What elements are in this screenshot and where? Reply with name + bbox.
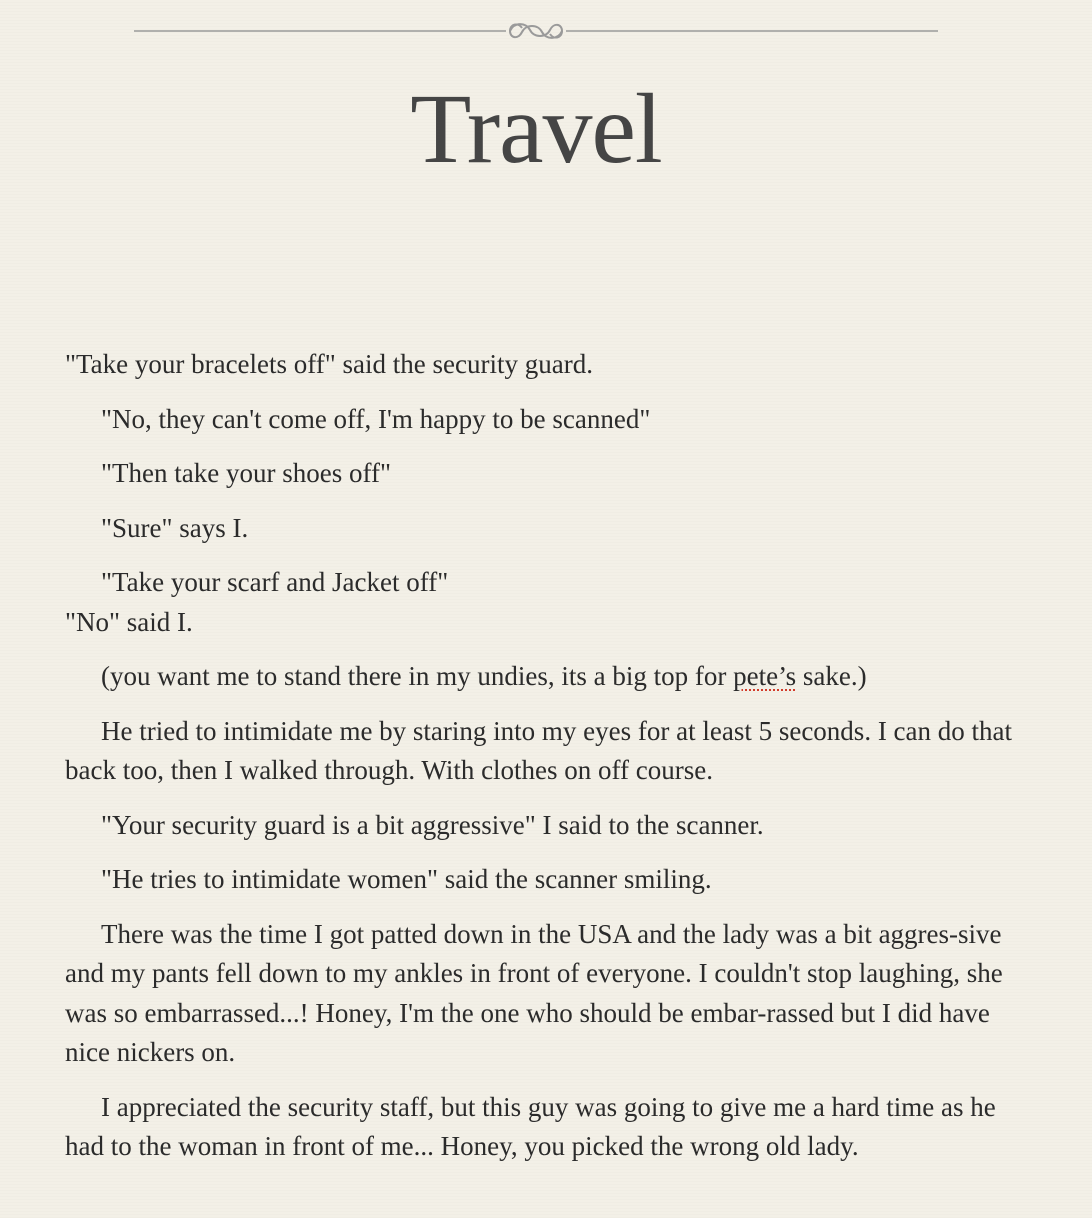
paragraph: "He tries to intimidate women" said the scanner smiling. (101, 864, 712, 894)
paragraph: "Take your bracelets off" said the security guard. (65, 349, 593, 379)
paragraph-text: sake.) (796, 661, 867, 691)
flourish-divider-icon (134, 18, 938, 44)
paragraph: I appreciated the security staff, but this guy was going to give me a hard time as he had to the woman in front of me... Honey, you picked the wrong old lady. (65, 1091, 996, 1161)
paragraph: "Sure" says I. (101, 512, 249, 543)
misspelled-word[interactable]: pete’s (733, 661, 797, 691)
paragraph: "Take your scarf and Jacket off" (101, 567, 449, 597)
paragraph: He tried to intimidate me by staring into my eyes for at least 5 seconds. I can do that back too, then I walked through. With clothes on off course. (65, 715, 1013, 785)
paragraph-text: (you want me to stand there in my undies, its a big top for (101, 661, 734, 691)
paragraph: There was the time I got patted down in the USA and the lady was a bit aggres-sive and my pants fell down to my ankles in front of everyone. I couldn't stop laughing, she was so embarrassed...! Honey, I'm the one who should be embar-rassed but I did have nice nickers on. (65, 918, 1003, 1067)
body-text (65, 345, 1015, 1182)
paragraph: "No" said I. (65, 606, 193, 637)
paragraph: "Then take your shoes off" (101, 458, 391, 488)
page-title: Travel (410, 73, 662, 184)
paragraph: "Your security guard is a bit aggressive" I said to the scanner. (101, 809, 764, 840)
paragraph: "No, they can't come off, I'm happy to be scanned" (101, 403, 651, 434)
paragraph (65, 657, 1015, 697)
